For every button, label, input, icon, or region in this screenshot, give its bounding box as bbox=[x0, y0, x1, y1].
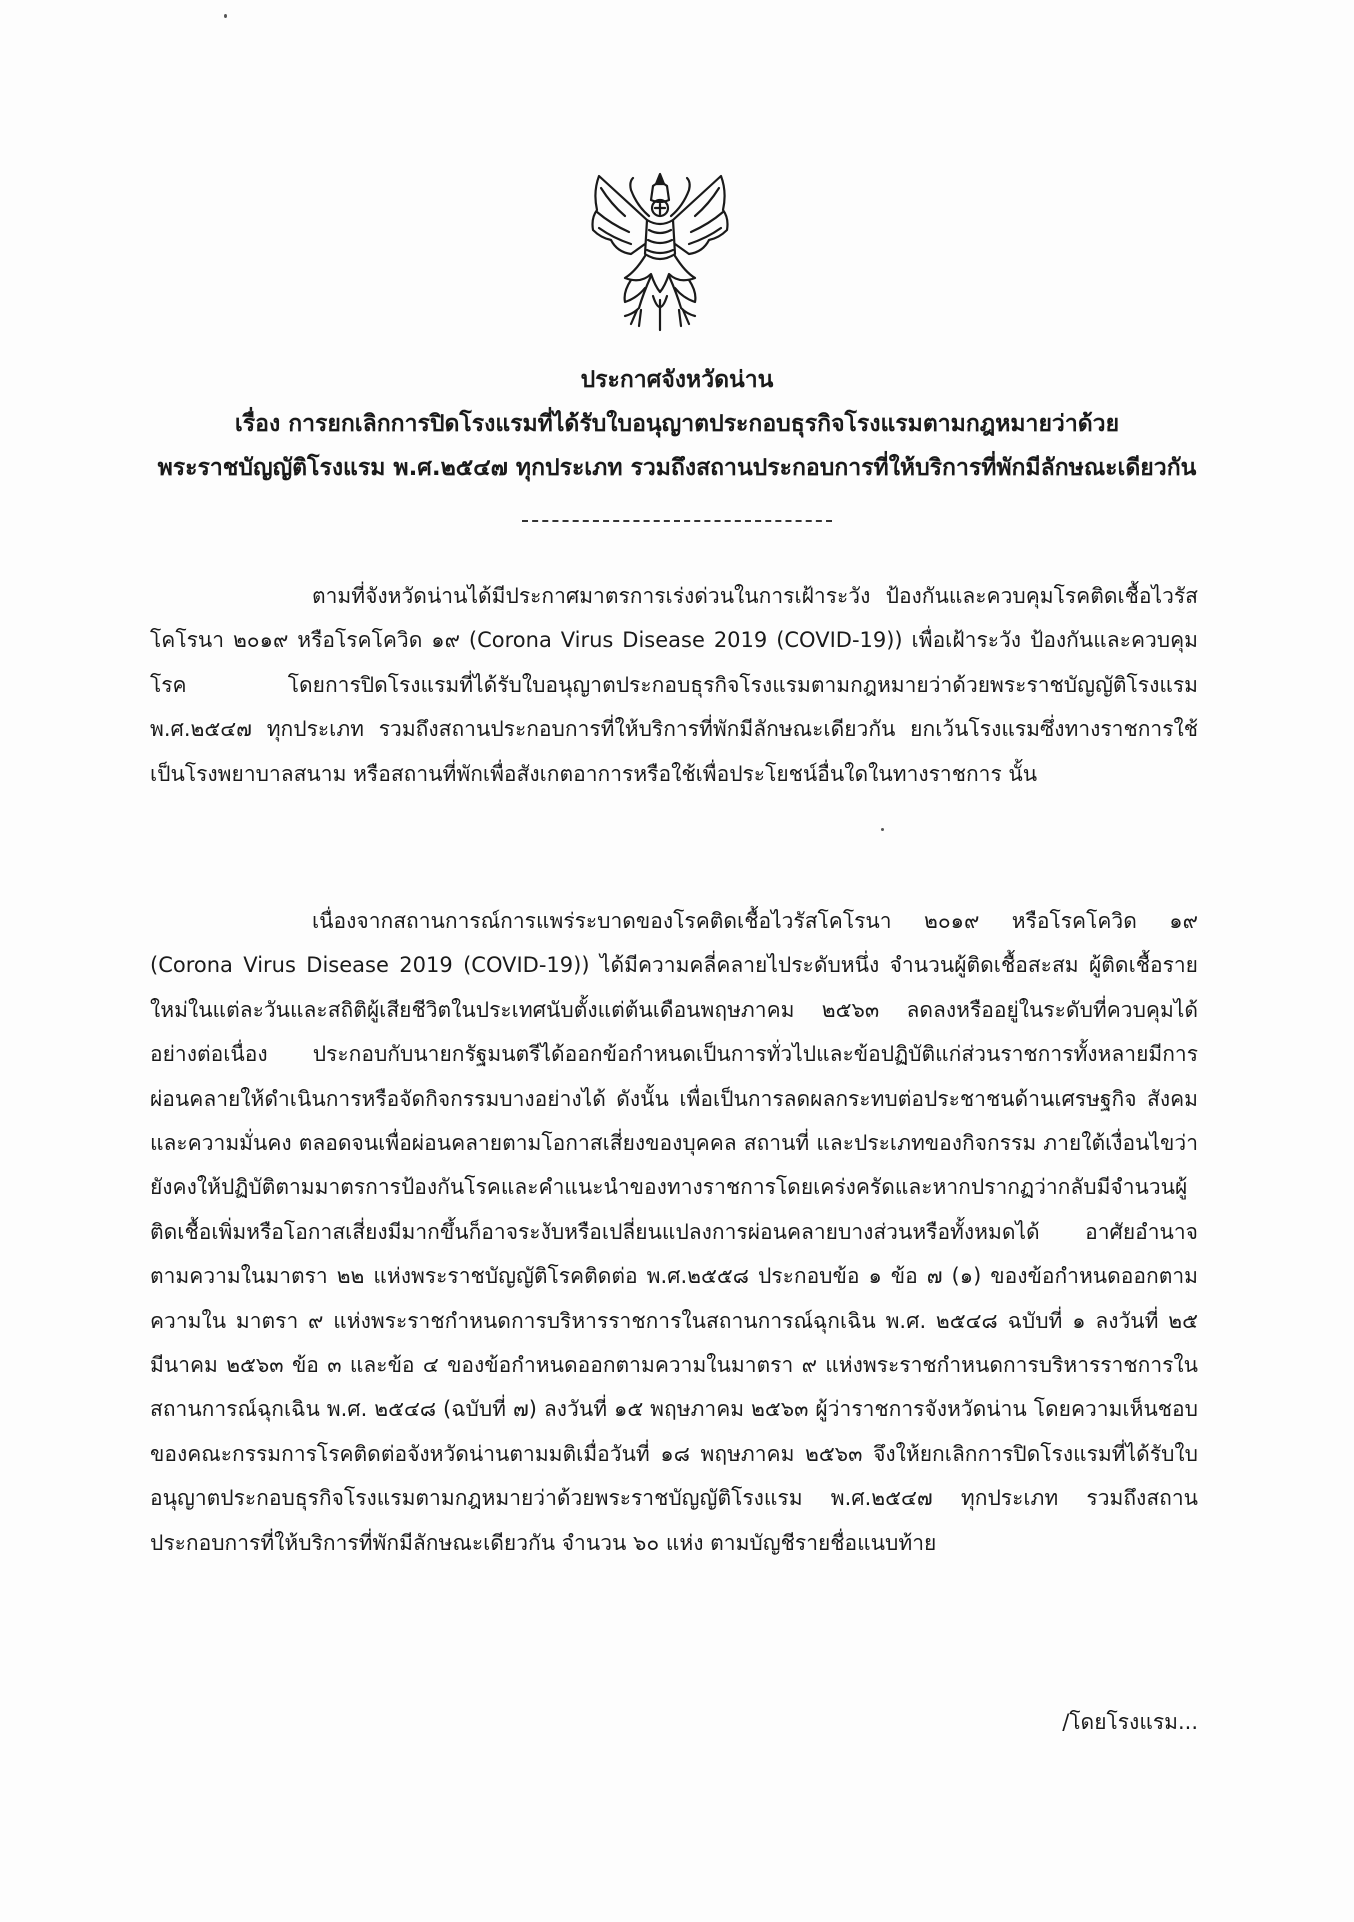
announcement-heading: ประกาศจังหวัดน่าน bbox=[580, 367, 774, 393]
announcement-subject: เรื่อง การยกเลิกการปิดโรงแรมที่ได้รับใบอนุญาตประกอบธุรกิจโรงแรมตามกฎหมายว่าด้วย bbox=[234, 411, 1120, 437]
body-paragraph: เนื่องจากสถานการณ์การแพร่ระบาดของโรคติดเชื้อไวรัสโคโรนา ๒๐๑๙ หรือโรคโควิด ๑๙ (Corona Virus Disease 2019 (COVID-19)) ได้มีความคลี่คลายไประดับหนึ่ง จำนวนผู้ติดเชื้อสะสม ผู้ติดเชื้อรายใหม่ในแต่ละวันและสถิติผู้เสียชีวิตในประเทศนับตั้งแต่ต้นเดือนพฤษภาคม ๒๕๖๓ ลดลงหรืออยู่ในระดับที่ควบคุมได้อย่างต่อเนื่อง ประกอบกับนายกรัฐมนตรีได้ออกข้อกำหนดเป็นการทั่วไปและข้อปฏิบัติแก่ส่วนราชการทั้งหลายมีการผ่อนคลายให้ดำเนินการหรือจัดกิจกรรมบางอย่างได้ ดังนั้น เพื่อเป็นการลดผลกระทบต่อประชาชนด้านเศรษฐกิจ สังคม และความมั่นคง ตลอดจนเพื่อผ่อนคลายตามโอกาสเสี่ยงของบุคคล สถานที่ และประเภทของกิจกรรม ภายใต้เงื่อนไขว่ายังคงให้ปฏิบัติตามมาตรการป้องกันโรคและคำแนะนำของทางราชการโดยเคร่งครัดและหากปรากฏว่ากลับมีจำนวนผู้ติดเชื้อเพิ่มหรือโอกาสเสี่ยงมีมากขึ้นก็อาจระงับหรือเปลี่ยนแปลงการผ่อนคลายบางส่วนหรือทั้งหมดได้ อาศัยอำนาจตามความในมาตรา ๒๒ แห่งพระราชบัญญัติโรคติดต่อ พ.ศ.๒๕๕๘ ประกอบข้อ ๑ ข้อ ๗ (๑) ของข้อกำหนดออกตามความใน มาตรา ๙ แห่งพระราชกำหนดการบริหารราชการในสถานการณ์ฉุกเฉิน พ.ศ. ๒๕๔๘ ฉบับที่ ๑ ลงวันที่ ๒๕ มีนาคม ๒๕๖๓ ข้อ ๓ และข้อ ๔ ของข้อกำหนดออกตามความในมาตรา ๙ แห่งพระราชกำหนดการบริหารราชการในสถานการณ์ฉุกเฉิน พ.ศ. ๒๕๔๘ (ฉบับที่ ๗) ลงวันที่ ๑๕ พฤษภาคม ๒๕๖๓ ผู้ว่าราชการจังหวัดน่าน โดยความเห็นชอบของคณะกรรมการโรคติดต่อจังหวัดน่านตามมติเมื่อวันที่ ๑๘ พฤษภาคม ๒๕๖๓ จึงให้ยกเลิกการปิดโรงแรมที่ได้รับใบอนุญาตประกอบธุรกิจโรงแรมตามกฎหมายว่าด้วยพระราชบัญญัติโรงแรม พ.ศ.๒๕๔๗ ทุกประเภท รวมถึงสถานประกอบการที่ให้บริการที่พักมีลักษณะเดียวกัน จำนวน ๖๐ แห่ง ตามบัญชีรายชื่อแนบท้าย bbox=[150, 909, 1198, 1555]
garuda-emblem-icon bbox=[585, 168, 735, 333]
page-continuation: /โดยโรงแรม... bbox=[1062, 1710, 1198, 1734]
scan-speck bbox=[881, 828, 884, 831]
body-paragraph: ตามที่จังหวัดน่านได้มีประกาศมาตรการเร่งด่วนในการเฝ้าระวัง ป้องกันและควบคุมโรคติดเชื้อไวรัสโคโรนา ๒๐๑๙ หรือโรคโควิด ๑๙ (Corona Virus Disease 2019 (COVID-19)) เพื่อเฝ้าระวัง ป้องกันและควบคุมโรค โดยการปิดโรงแรมที่ได้รับใบอนุญาตประกอบธุรกิจโรงแรมตามกฎหมายว่าด้วยพระราชบัญญัติโรงแรม พ.ศ.๒๕๔๗ ทุกประเภท รวมถึงสถานประกอบการที่ให้บริการที่พักมีลักษณะเดียวกัน ยกเว้นโรงแรมซึ่งทางราชการใช้เป็นโรงพยาบาลสนาม หรือสถานที่พักเพื่อสังเกตอาการหรือใช้เพื่อประโยชน์อื่นใดในทางราชการ นั้น bbox=[150, 584, 1198, 786]
title-divider bbox=[522, 520, 832, 522]
announcement-subject-continued: พระราชบัญญัติโรงแรม พ.ศ.๒๕๔๗ ทุกประเภท รวมถึงสถานประกอบการที่ให้บริการที่พักมีลักษณะเดียวกัน bbox=[157, 455, 1197, 481]
scan-speck bbox=[224, 14, 227, 18]
